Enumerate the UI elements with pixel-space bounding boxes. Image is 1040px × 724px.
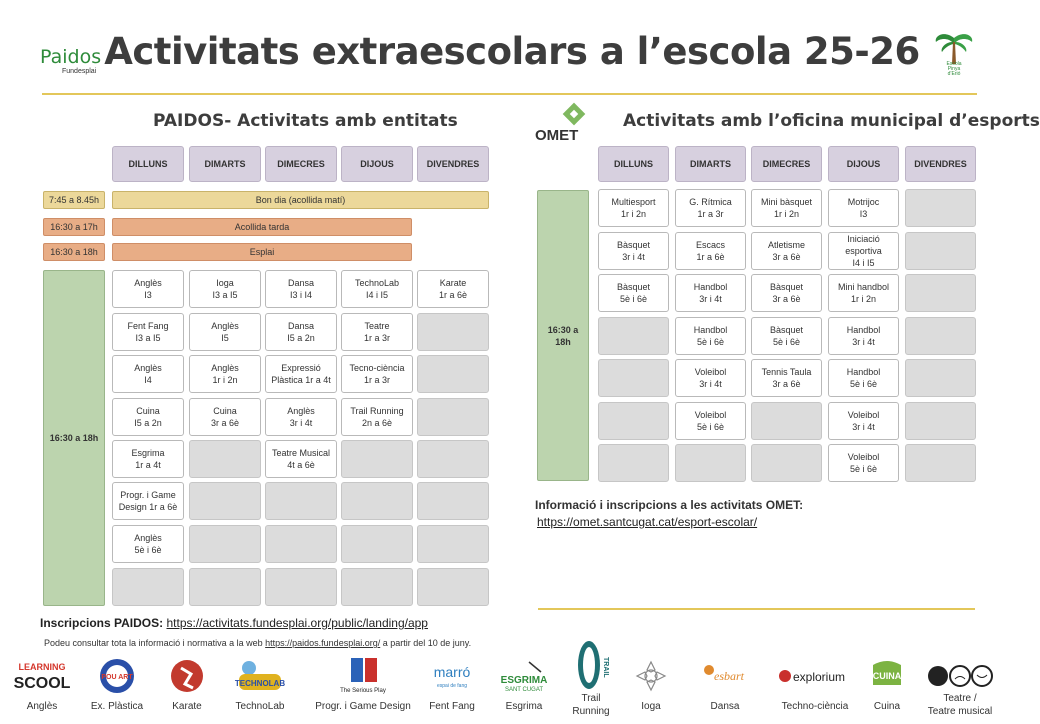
karate-logo-icon (147, 655, 227, 697)
paidos-inscriptions (40, 616, 428, 630)
empty-cell (905, 232, 976, 270)
consult-prefix: Podeu consultar tota la informació i normativa a la web (44, 638, 263, 648)
activity-cell: Voleibol 3r i 4t (675, 359, 746, 397)
activity-cell: Dansa I3 i I4 (265, 270, 337, 308)
svg-text:explorium: explorium (792, 670, 846, 684)
activity-cell: Multiesport 1r i 2n (598, 189, 669, 227)
activity-cell: Atletisme 3r a 6è (751, 232, 822, 270)
activity-cell: Bàsquet 5è i 6è (751, 317, 822, 355)
activity-cell: Teatre Musical 4t a 6è (265, 440, 337, 478)
activity-cell: Anglès I4 (112, 355, 184, 393)
empty-cell (189, 440, 261, 478)
activity-cell: Progr. i Game Design 1r a 6è (112, 482, 184, 520)
activity-cell: Handbol 5è i 6è (828, 359, 899, 397)
day-header: DIMARTS (675, 146, 746, 182)
omet-section-title: Activitats amb l’oficina municipal d’esports (623, 111, 1040, 131)
header-divider (42, 93, 977, 95)
activity-cell: Voleibol 5è i 6è (675, 402, 746, 440)
empty-cell (905, 317, 976, 355)
day-header: DIMECRES (751, 146, 822, 182)
activity-cell: Fent Fang I3 a I5 (112, 313, 184, 351)
day-header: DIJOUS (828, 146, 899, 182)
day-header: DILLUNS (112, 146, 184, 182)
activity-cell: Cuina 3r a 6è (189, 398, 261, 436)
empty-cell (265, 482, 337, 520)
empty-cell (905, 359, 976, 397)
activity-label: Progr. i Game Design (315, 701, 411, 712)
activity-label: Karate (172, 701, 202, 712)
activity-cell: Anglès 3r i 4t (265, 398, 337, 436)
empty-cell (417, 313, 489, 351)
empty-cell (189, 482, 261, 520)
activity-cell: Expressió Plàstica 1r a 4t (265, 355, 337, 393)
empty-cell (112, 568, 184, 606)
paidos-main-time: 16:30 a 18h (43, 270, 105, 606)
activity-cell: Bàsquet 3r a 6è (751, 274, 822, 312)
activity-cell: Teatre 1r a 3r (341, 313, 413, 351)
cuina-logo-icon (847, 655, 927, 697)
activity-cell: Escacs 1r a 6è (675, 232, 746, 270)
activity-cell: G. Rítmica 1r a 3r (675, 189, 746, 227)
activity-cell: Handbol 3r i 4t (675, 274, 746, 312)
page-title: Activitats extraescolars a l’escola 25-26 (104, 30, 920, 73)
activity-cell: Voleibol 3r i 4t (828, 402, 899, 440)
activity-label: Esgrima (505, 701, 543, 712)
svg-text:SANT CUGAT: SANT CUGAT (504, 687, 544, 693)
ioga-logo-icon (611, 655, 691, 697)
activity-label: Teatre / Teatre musical (927, 693, 993, 717)
day-header: DIMECRES (265, 146, 337, 182)
activity-cell: Anglès 1r i 2n (189, 355, 261, 393)
svg-text:TRAIL: TRAIL (602, 657, 609, 678)
activity-label: Ex. Plàstica (90, 701, 144, 712)
pou-art-logo-icon (77, 655, 157, 697)
omet-divider (538, 608, 975, 610)
activity-cell: Iniciació esportiva I4 i I5 (828, 232, 899, 270)
time-slot-activity: Esplai (112, 243, 412, 261)
empty-cell (341, 525, 413, 563)
empty-cell (598, 317, 669, 355)
activity-label: Ioga (641, 701, 661, 712)
activity-cell: Ioga I3 a I5 (189, 270, 261, 308)
day-header: DIJOUS (341, 146, 413, 182)
day-header: DIMARTS (189, 146, 261, 182)
activity-label: TechnoLab (235, 701, 285, 712)
empty-cell (905, 444, 976, 482)
activity-cell: Tecno-ciència 1r a 3r (341, 355, 413, 393)
empty-cell (751, 444, 822, 482)
empty-cell (905, 189, 976, 227)
activity-label: Cuina (873, 701, 901, 712)
empty-cell (905, 274, 976, 312)
empty-cell (341, 440, 413, 478)
activity-cell: Bàsquet 3r i 4t (598, 232, 669, 270)
empty-cell (265, 568, 337, 606)
activity-label: Trail Running (572, 693, 610, 717)
activity-cell: Tennis Taula 3r a 6è (751, 359, 822, 397)
svg-text:CUINA: CUINA (872, 671, 902, 681)
activity-label: Dansa (710, 701, 740, 712)
svg-text:SCOOL: SCOOL (13, 675, 71, 692)
empty-cell (341, 482, 413, 520)
activity-cell: Karate 1r a 6è (417, 270, 489, 308)
activity-cell: Handbol 5è i 6è (675, 317, 746, 355)
activity-label: Anglès (26, 701, 58, 712)
explorium-logo-icon (775, 655, 855, 697)
technolab-logo-icon (220, 655, 300, 697)
time-slot-activity: Acollida tarda (112, 218, 412, 236)
empty-cell (598, 402, 669, 440)
empty-cell (598, 444, 669, 482)
day-header: DILLUNS (598, 146, 669, 182)
activity-cell: Esgrima 1r a 4t (112, 440, 184, 478)
activity-cell: Dansa I5 a 2n (265, 313, 337, 351)
theatre-masks-logo-icon (920, 655, 1000, 697)
empty-cell (417, 398, 489, 436)
empty-cell (189, 525, 261, 563)
empty-cell (265, 525, 337, 563)
paidos-inscriptions-link[interactable]: https://activitats.fundesplai.org/public/landing/app (166, 616, 428, 630)
time-slot-activity: Bon dia (acollida matí) (112, 191, 489, 209)
activity-cell: Anglès I3 (112, 270, 184, 308)
activity-cell: Cuina I5 a 2n (112, 398, 184, 436)
omet-info-label: Informació i inscripcions a les activitats OMET: (535, 498, 804, 512)
activity-cell: Handbol 3r i 4t (828, 317, 899, 355)
empty-cell (417, 440, 489, 478)
marro-logo-icon (412, 655, 492, 697)
omet-logo-text: OMET (535, 127, 579, 144)
svg-text:marró: marró (433, 664, 471, 680)
time-slot-label: 7:45 a 8.45h (43, 191, 105, 209)
paidos-inscriptions-label: Inscripcions PAIDOS: (40, 616, 164, 630)
empty-cell (189, 568, 261, 606)
paidos-section-title: PAIDOS- Activitats amb entitats (153, 111, 458, 131)
empty-cell (417, 525, 489, 563)
activity-cell: Mini bàsquet 1r i 2n (751, 189, 822, 227)
empty-cell (598, 359, 669, 397)
activity-cell: Anglès 5è i 6è (112, 525, 184, 563)
learning-school-logo-icon (2, 655, 82, 697)
paidos-consult-note (44, 638, 471, 648)
activity-cell: Bàsquet 5è i 6è (598, 274, 669, 312)
activity-label: Techno-ciència (781, 701, 849, 712)
esbart-logo-icon (685, 655, 765, 697)
activity-cell: Motrijoc I3 (828, 189, 899, 227)
empty-cell (417, 355, 489, 393)
serious-play-logo-icon (323, 655, 403, 697)
empty-cell (675, 444, 746, 482)
activity-cell: Mini handbol 1r i 2n (828, 274, 899, 312)
consult-suffix: a partir del 10 de juny. (382, 638, 472, 648)
svg-text:POU ART: POU ART (101, 674, 133, 681)
svg-text:ESGRIMA: ESGRIMA (500, 675, 548, 686)
time-slot-label: 16:30 a 17h (43, 218, 105, 236)
school-logo (930, 28, 978, 80)
activity-cell: Voleibol 5è i 6è (828, 444, 899, 482)
svg-text:TECHNOLAB: TECHNOLAB (234, 679, 286, 688)
paidos-logo: Paidos (40, 46, 102, 68)
empty-cell (341, 568, 413, 606)
empty-cell (417, 482, 489, 520)
omet-time: 16:30 a 18h (537, 190, 589, 481)
fundesplai-label: Fundesplai (62, 68, 97, 75)
empty-cell (417, 568, 489, 606)
activity-cell: TechnoLab I4 i I5 (341, 270, 413, 308)
time-slot-label: 16:30 a 18h (43, 243, 105, 261)
empty-cell (905, 402, 976, 440)
svg-text:esbart: esbart (714, 669, 744, 683)
activity-cell: Trail Running 2n a 6è (341, 398, 413, 436)
school-logo-text: Escola Pinya d’Erió (946, 61, 962, 77)
paidos-web-link[interactable]: https://paidos.fundesplai.org/ (265, 638, 381, 648)
omet-info-link[interactable]: https://omet.santcugat.cat/esport-escolar/ (537, 515, 758, 529)
svg-text:espai de fang: espai de fang (436, 683, 468, 689)
activity-label: Fent Fang (429, 701, 475, 712)
day-header: DIVENDRES (417, 146, 489, 182)
svg-text:The Serious Play: The Serious Play (340, 688, 386, 694)
activity-cell: Anglès I5 (189, 313, 261, 351)
svg-text:LEARNING: LEARNING (18, 662, 66, 672)
day-header: DIVENDRES (905, 146, 976, 182)
empty-cell (751, 402, 822, 440)
